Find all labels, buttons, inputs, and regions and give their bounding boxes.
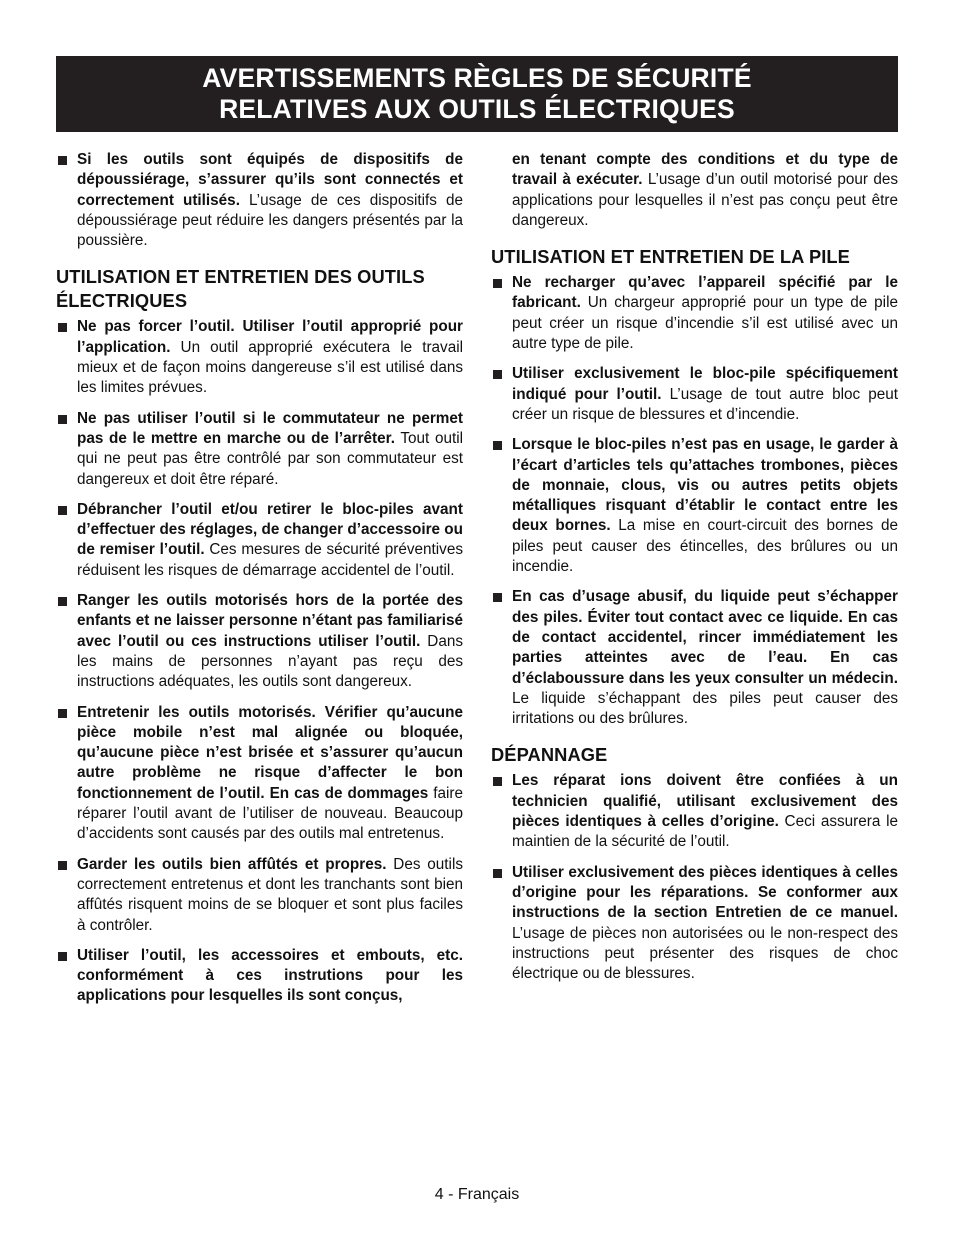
list-item [491, 587, 898, 729]
section-heading-troubleshooting: DÉPANNAGE [491, 744, 608, 766]
left-column [56, 150, 463, 1017]
item-paragraph: en tenant compte des conditions et du type de travail à exécuter. L’usage d’un outil motorisé pour des applications pour lesquelles il n’est pas conçu peut être dangereux. [512, 151, 898, 229]
item-paragraph: Lorsque le bloc-piles n’est pas en usage, le garder à l’écart d’articles tels qu’attaches trombones, pièces de monnaie, clous, vis ou autres petits objets métalliques risquant d’établir le contact entre les deux bornes. La mise en court-circuit des bornes de piles peut causer des étincelles, des brûlures ou un incendie. [512, 436, 898, 576]
list-item [491, 771, 898, 852]
list-item [56, 317, 463, 398]
right-column [491, 150, 898, 994]
item-paragraph: Ranger les outils motorisés hors de la portée des enfants et ne laisser personne n’étant pas familiarisé avec l’outil ou ces instructions utiliser l’outil. Dans les mains de personnes n’ayant pas reçu des instructions adéquates, les outils sont dangereux. [77, 592, 464, 691]
page-title-line-1: AVERTISSEMENTS RÈGLES DE SÉCURITÉ [202, 63, 752, 93]
item-paragraph: En cas d’usage abusif, du liquide peut s’échapper des piles. Éviter tout contact avec ce liquide. En cas de contact accidentel, rincer immédiatement les parties atteintes avec de l’eau. En cas d’éclaboussure dans les yeux consulter un médecin. Le liquide s’échappant des piles peut causer des irritations ou des brûlures. [512, 588, 898, 728]
list-item [56, 591, 463, 692]
list-item [56, 409, 463, 490]
item-paragraph: Si les outils sont équipés de dispositifs de dépoussiérage, s’assurer qu’ils sont connectés et correctement utilisés. L’usage de ces dispositifs de dépoussiérage peut réduire les dangers présentés par la poussière. [77, 151, 463, 250]
item-paragraph: Utiliser l’outil, les accessoires et embouts, etc. conformément à ces instrutions pour les applications pour lesquelles ils sont conçus, [77, 946, 463, 1005]
list-item [56, 703, 463, 845]
item-paragraph: Utiliser exclusivement le bloc-pile spécifiquement indiqué pour l’outil. L’usage de tout autre bloc peut créer un risque de blessures et d’incendie. [512, 365, 898, 423]
list-item [56, 946, 463, 1007]
item-paragraph: Ne pas forcer l’outil. Utiliser l’outil approprié pour l’application. Un outil approprié exécutera le travail mieux et de façon moins dangereuse s’il est utilisé dans les limites prévues. [77, 318, 463, 397]
item-paragraph: Ne pas utiliser l’outil si le commutateur ne permet pas de le mettre en marche ou de l’arrêter. Tout outil qui ne peut pas être contrôlé par son commutateur est dangereux et doit être réparé. [77, 409, 464, 488]
list-item [491, 273, 898, 354]
list-item [56, 150, 463, 251]
item-paragraph: Utiliser exclusivement des pièces identiques à celles d’origine pour les réparations. Se conformer aux instructions de la section Entretien de ce manuel. L’usage de pièces non autorisées ou le non-respect des instructions peut présenter des risques de choc électrique ou de blessures. [512, 863, 898, 983]
page-title-banner [56, 56, 898, 132]
list-item [491, 435, 898, 577]
item-paragraph: Entretenir les outils motorisés. Vérifier qu’aucune pièce mobile n’est mal alignée ou bloquée, qu’aucune pièce n’est brisée et s’assurer qu’aucun autre problème ne risque d’affecter le bon fonctionnement de l’outil. En cas de dommages faire réparer l’outil avant de l’utiliser de nouveau. Beaucoup d’accidents sont causés par des outils mal entretenus. [77, 703, 464, 843]
item-paragraph: Les réparat ions doivent être confiées à un technicien qualifié, utilisant exclusivement des pièces identiques à celles d’origine. Ceci assurera le maintien de la sécurité de l’outil. [512, 772, 898, 851]
page-number: 4 - Français [434, 1186, 520, 1203]
item-paragraph: Ne recharger qu’avec l’appareil spécifié par le fabricant. Un chargeur approprié pour un type de pile peut créer un risque d’incendie s’il est utilisé avec un autre type de pile. [512, 274, 898, 353]
item-paragraph: Débrancher l’outil et/ou retirer le bloc-piles avant d’effectuer des réglages, de changer d’accessoire ou de remiser l’outil. Ces mesures de sécurité préventives réduisent les risques de démarrage accidentel de l’outil. [77, 500, 463, 579]
continued-item [491, 150, 898, 231]
list-item [56, 500, 463, 581]
list-item [56, 855, 463, 936]
section-heading-tool-use: UTILISATION ET ENTRETIEN DES OUTILS ÉLECTRIQUES [56, 266, 425, 312]
page-title-line-2: RELATIVES AUX OUTILS ÉLECTRIQUES [219, 94, 735, 124]
section-heading-battery: UTILISATION ET ENTRETIEN DE LA PILE [491, 246, 850, 268]
item-paragraph: Garder les outils bien affûtés et propres. Des outils correctement entretenus et dont les tranchants sont bien affûtés risquent moins de se bloquer et sont plus faciles à contrôler. [77, 855, 463, 934]
list-item [491, 863, 898, 985]
list-item [491, 364, 898, 425]
